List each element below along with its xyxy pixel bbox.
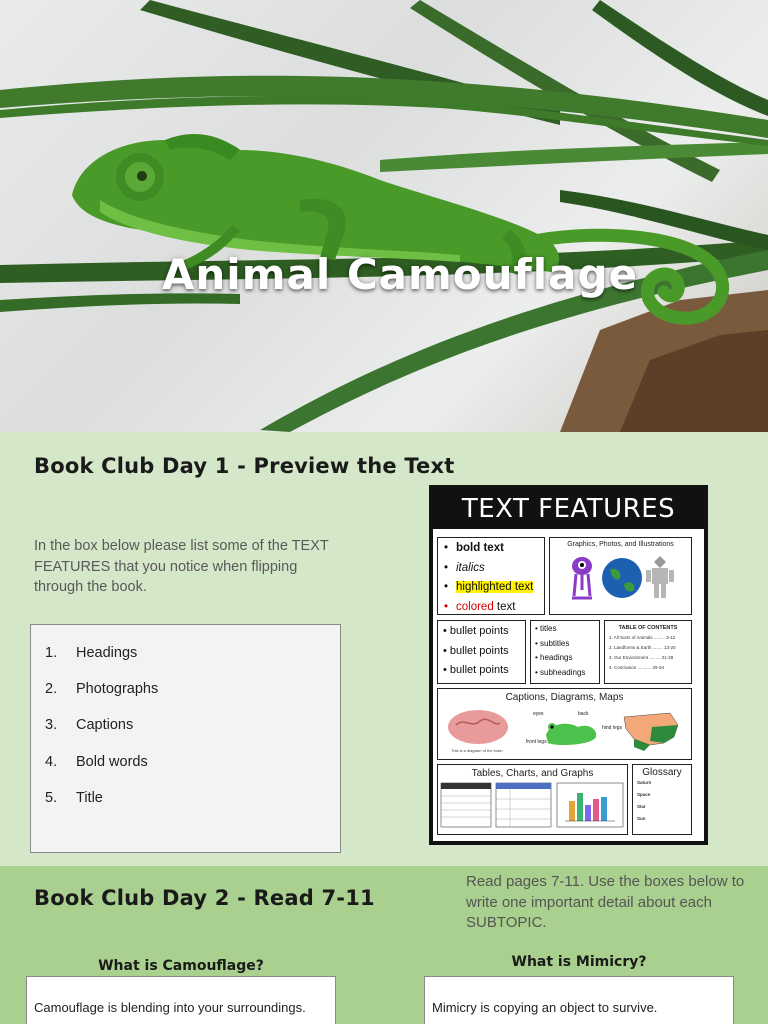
day1-instructions: In the box below please list some of the TEXT FEATURES that you notice when flipping through the book.	[34, 538, 329, 595]
illustrations-icon	[550, 548, 690, 608]
svg-text:This is a diagram of the brain: This is a diagram of the brain	[451, 748, 503, 753]
svg-text:eyes: eyes	[533, 711, 544, 717]
camouflage-subtopic: What is Camouflage?	[98, 958, 264, 974]
chart-icon	[438, 779, 626, 831]
camouflage-answer-box[interactable]	[26, 976, 336, 1024]
subtitles-box: • titles • subtitles • headings • subheadings	[530, 620, 600, 684]
slide-day1	[0, 432, 768, 866]
text-features-list	[31, 625, 340, 826]
list-item: 1. Headings	[45, 645, 138, 661]
text-features-poster	[429, 485, 708, 845]
page-title: Animal Camouflage	[161, 250, 639, 299]
mimicry-answer-box[interactable]	[424, 976, 734, 1024]
chameleon-photo	[0, 0, 768, 432]
bullets-box: • bullet points • bullet points • bullet points	[437, 620, 526, 684]
camouflage-answer: Camouflage is blending into your surroundings.	[34, 1000, 306, 1015]
diagram-icon	[438, 703, 690, 758]
svg-text:back: back	[578, 711, 589, 717]
formats-box: • bold text • italics • highlighted text • colored text	[437, 537, 545, 615]
text-features-box[interactable]	[30, 624, 341, 853]
toc-box: TABLE OF CONTENTS 1. All Sorts of Animals ......... 3-12 2. Landforms & Earth ........ 13-20 3. Our Environment ......... 21-28 4. Conclusion ........... 29-34	[604, 620, 692, 684]
svg-text:front legs: front legs	[526, 739, 547, 745]
day2-heading: Book Club Day 2 - Read 7-11	[34, 886, 375, 910]
glossary-box: Glossary Saturn Space Star Sun	[632, 764, 692, 835]
list-item: 3. Captions	[45, 717, 134, 734]
graphics-box: Graphics, Photos, and Illustrations	[549, 537, 692, 615]
slide-day2	[0, 866, 768, 1024]
poster-title: TEXT FEATURES	[433, 489, 704, 529]
list-item: 2. Photographs	[45, 681, 159, 698]
tables-box: Tables, Charts, and Graphs	[437, 764, 628, 835]
captions-box: Captions, Diagrams, Maps This is a diagram of the brain eyes back front legs hind legs	[437, 688, 692, 760]
day1-heading: Book Club Day 1 - Preview the Text	[34, 454, 455, 478]
day2-instructions: Read pages 7-11. Use the boxes below to write one important detail about each SUBTOPIC.	[466, 873, 745, 931]
svg-text:hind legs: hind legs	[602, 725, 623, 731]
list-item: 5. Title	[45, 789, 103, 806]
list-item: 4. Bold words	[45, 753, 148, 770]
mimicry-answer: Mimicry is copying an object to survive.	[432, 1000, 658, 1015]
mimicry-subtopic: What is Mimicry?	[511, 954, 647, 970]
hero-image	[0, 0, 768, 432]
